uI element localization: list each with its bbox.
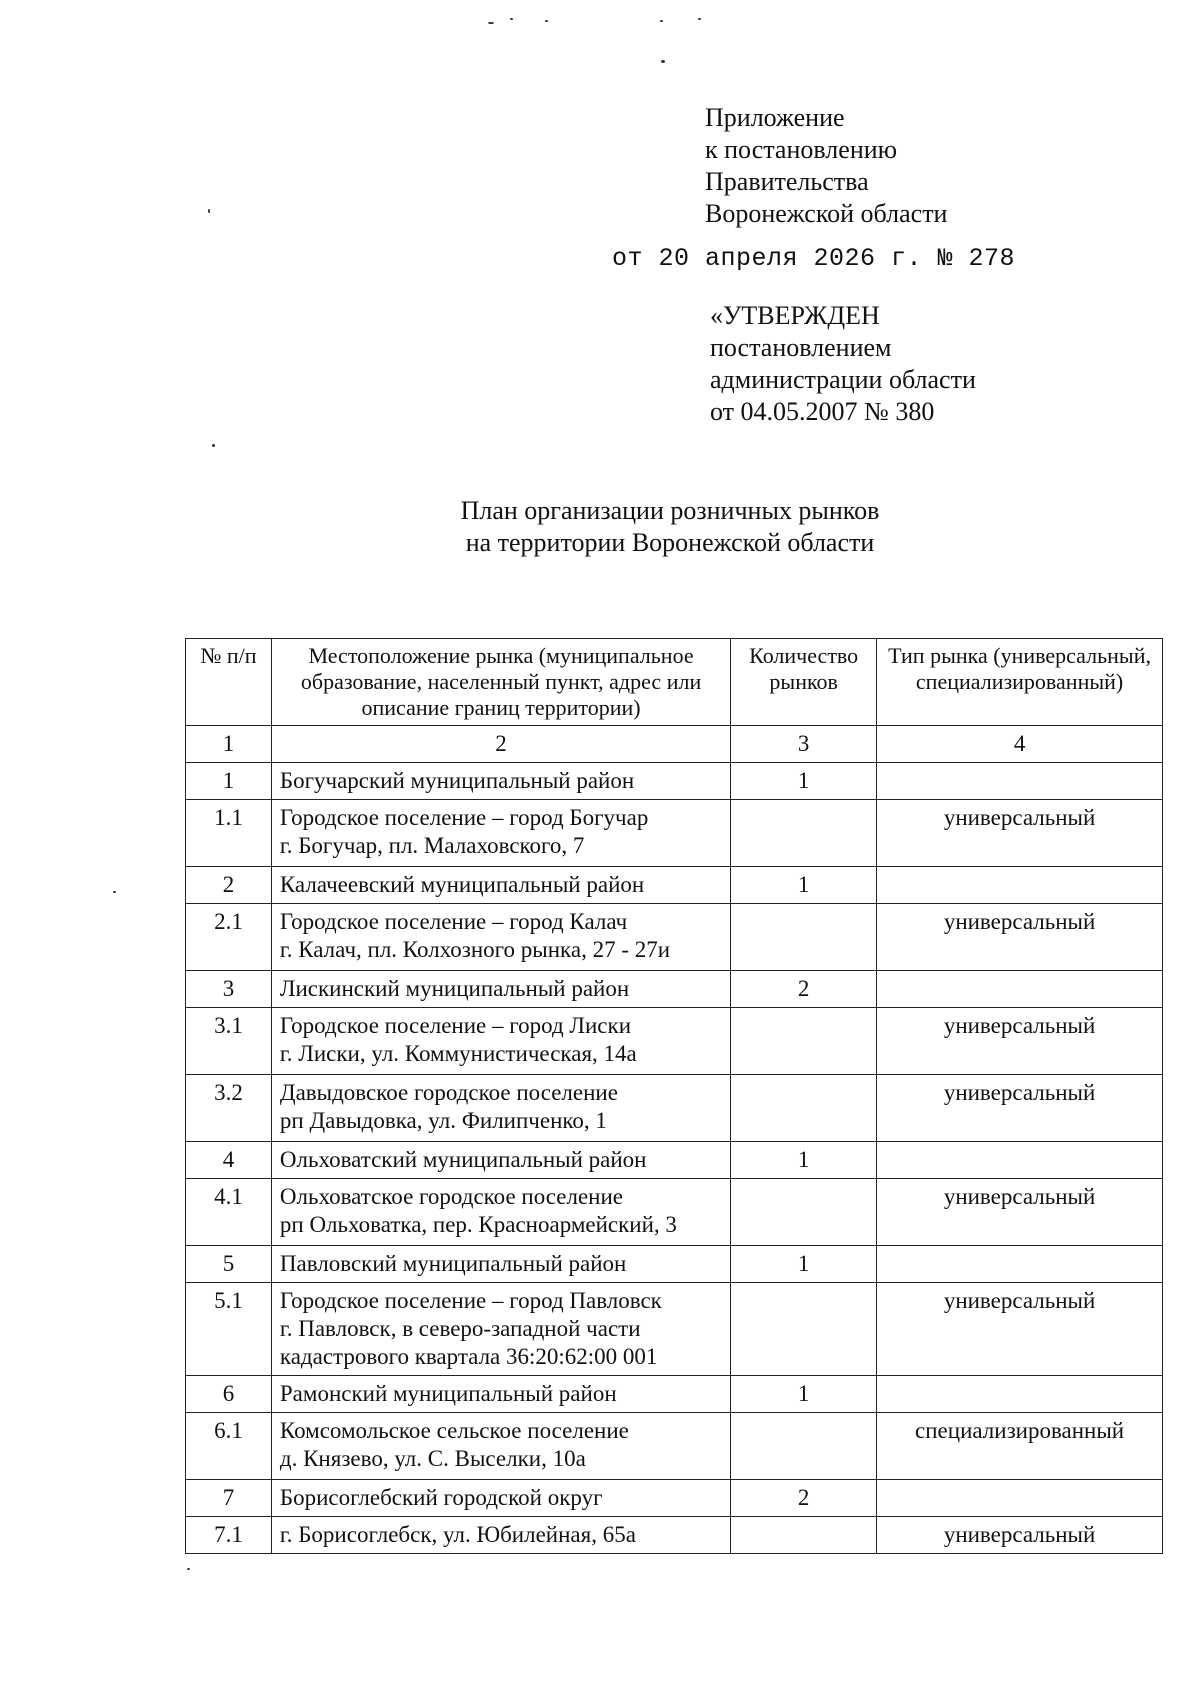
row-number: 1 — [186, 763, 272, 800]
row-number: 7.1 — [186, 1517, 272, 1554]
row-count — [731, 1008, 877, 1075]
row-count — [731, 1075, 877, 1142]
row-number: 5.1 — [186, 1283, 272, 1376]
column-index: 4 — [877, 726, 1163, 763]
title-line: План организации розничных рынков — [460, 496, 880, 525]
location-line: г. Калач, пл. Колхозного рынка, 27 - 27и — [279, 937, 671, 962]
appendix-line: к постановлению — [705, 135, 898, 164]
location-line: рп Давыдовка, ул. Филипченко, 1 — [279, 1108, 607, 1133]
table-row — [186, 904, 1163, 971]
title-line: на территории Воронежской области — [465, 528, 875, 557]
header-location: Местоположение рынка (муниципальное образование, населенный пункт, адрес или описание границ территории) — [271, 639, 730, 726]
row-number: 2 — [186, 867, 272, 904]
row-number: 5 — [186, 1246, 272, 1283]
row-location — [271, 1517, 730, 1554]
row-count — [731, 1517, 877, 1554]
row-number: 3 — [186, 971, 272, 1008]
appendix-line: Воронежской области — [705, 199, 948, 228]
table-header-row — [186, 639, 1163, 726]
markets-table — [185, 638, 1163, 1554]
row-location — [271, 904, 730, 971]
location-line: кадастрового квартала 36:20:62:00 001 — [279, 1344, 658, 1369]
row-type — [877, 1142, 1163, 1179]
row-type — [877, 1246, 1163, 1283]
approved-block — [710, 300, 976, 428]
scan-speck — [660, 20, 663, 22]
row-number: 3.2 — [186, 1075, 272, 1142]
row-location — [271, 1480, 730, 1517]
approved-line: постановлением — [710, 333, 892, 362]
row-location — [271, 1142, 730, 1179]
row-number: 6.1 — [186, 1413, 272, 1480]
document-title — [330, 495, 1010, 559]
location-line: Богучарский муниципальный район — [279, 768, 635, 793]
appendix-line: Правительства — [705, 167, 869, 196]
row-count — [731, 1179, 877, 1246]
row-location — [271, 867, 730, 904]
appendix-line: Приложение — [705, 103, 845, 132]
row-location — [271, 971, 730, 1008]
scan-speck — [113, 891, 116, 893]
table-row — [186, 1517, 1163, 1554]
row-location — [271, 1283, 730, 1376]
table-row — [186, 1246, 1163, 1283]
location-line: д. Князево, ул. С. Выселки, 10а — [279, 1446, 586, 1471]
location-line: Рамонский муниципальный район — [279, 1381, 617, 1406]
approved-line: «УТВЕРЖДЕН — [710, 301, 880, 330]
row-count — [731, 1283, 877, 1376]
row-type — [877, 1480, 1163, 1517]
location-line: Калачеевский муниципальный район — [279, 872, 645, 897]
location-line: г. Борисоглебск, ул. Юбилейная, 65а — [279, 1522, 636, 1547]
scan-speck — [212, 444, 215, 447]
row-location — [271, 800, 730, 867]
row-location — [271, 1413, 730, 1480]
scan-speck — [510, 18, 513, 20]
location-line: Лискинский муниципальный район — [279, 976, 630, 1001]
row-count: 2 — [731, 971, 877, 1008]
row-location — [271, 1179, 730, 1246]
row-number: 7 — [186, 1480, 272, 1517]
row-type: специализированный — [877, 1413, 1163, 1480]
table-row — [186, 1075, 1163, 1142]
scan-speck — [661, 60, 665, 63]
table-row — [186, 1413, 1163, 1480]
table-row — [186, 1179, 1163, 1246]
table-row — [186, 867, 1163, 904]
scan-speck — [208, 209, 210, 213]
row-type: универсальный — [877, 1008, 1163, 1075]
row-location — [271, 1008, 730, 1075]
appendix-block — [705, 102, 947, 230]
location-line: г. Богучар, пл. Малаховского, 7 — [279, 833, 585, 858]
header-type: Тип рынка (универсальный, специализированный) — [877, 639, 1163, 726]
table-row — [186, 1480, 1163, 1517]
row-number: 4.1 — [186, 1179, 272, 1246]
table-body — [186, 726, 1163, 1554]
location-line: Давыдовское городское поселение — [279, 1080, 618, 1105]
location-line: Ольховатское городское поселение — [279, 1184, 623, 1209]
column-index: 1 — [186, 726, 272, 763]
location-line: Борисоглебский городской округ — [279, 1485, 603, 1510]
row-count — [731, 904, 877, 971]
row-type: универсальный — [877, 1283, 1163, 1376]
table-row — [186, 800, 1163, 867]
table-row — [186, 1376, 1163, 1413]
location-line: Городское поселение – город Лиски — [279, 1013, 631, 1038]
location-line: г. Лиски, ул. Коммунистическая, 14а — [279, 1041, 637, 1066]
approved-line: от 04.05.2007 № 380 — [710, 397, 935, 426]
table-row — [186, 1142, 1163, 1179]
column-index-row — [186, 726, 1163, 763]
location-line: Городское поселение – город Павловск — [279, 1288, 662, 1313]
approved-line: администрации области — [710, 365, 976, 394]
location-line: Городское поселение – город Богучар — [279, 805, 649, 830]
row-type — [877, 763, 1163, 800]
row-number: 6 — [186, 1376, 272, 1413]
row-count: 2 — [731, 1480, 877, 1517]
row-type — [877, 867, 1163, 904]
location-line: рп Ольховатка, пер. Красноармейский, 3 — [279, 1212, 677, 1237]
row-count: 1 — [731, 763, 877, 800]
table-row — [186, 1008, 1163, 1075]
row-count — [731, 800, 877, 867]
table-row — [186, 971, 1163, 1008]
row-type: универсальный — [877, 800, 1163, 867]
location-line: Ольховатский муниципальный район — [279, 1147, 647, 1172]
location-line: Комсомольское сельское поселение — [279, 1418, 629, 1443]
row-type: универсальный — [877, 1075, 1163, 1142]
table-row — [186, 763, 1163, 800]
location-line: Городское поселение – город Калач — [279, 909, 628, 934]
header-num: № п/п — [186, 639, 272, 726]
row-count: 1 — [731, 867, 877, 904]
row-count: 1 — [731, 1142, 877, 1179]
column-index: 2 — [271, 726, 730, 763]
row-count — [731, 1413, 877, 1480]
scan-speck — [187, 1568, 190, 1570]
location-line: г. Павловск, в северо-западной части — [279, 1316, 641, 1341]
row-number: 1.1 — [186, 800, 272, 867]
row-type: универсальный — [877, 1517, 1163, 1554]
row-type — [877, 1376, 1163, 1413]
row-number: 2.1 — [186, 904, 272, 971]
scan-speck — [698, 18, 701, 20]
row-location — [271, 1246, 730, 1283]
row-type: универсальный — [877, 904, 1163, 971]
scan-speck — [545, 20, 548, 22]
row-location — [271, 1075, 730, 1142]
header-count: Количество рынков — [731, 639, 877, 726]
row-number: 4 — [186, 1142, 272, 1179]
row-location — [271, 1376, 730, 1413]
row-location — [271, 763, 730, 800]
row-number: 3.1 — [186, 1008, 272, 1075]
row-count: 1 — [731, 1376, 877, 1413]
row-type — [877, 971, 1163, 1008]
column-index: 3 — [731, 726, 877, 763]
table-row — [186, 1283, 1163, 1376]
location-line: Павловский муниципальный район — [279, 1251, 627, 1276]
row-count: 1 — [731, 1246, 877, 1283]
decree-date-number: от 20 апреля 2026 г. № 278 — [612, 244, 1016, 273]
row-type: универсальный — [877, 1179, 1163, 1246]
scan-speck — [488, 22, 494, 24]
